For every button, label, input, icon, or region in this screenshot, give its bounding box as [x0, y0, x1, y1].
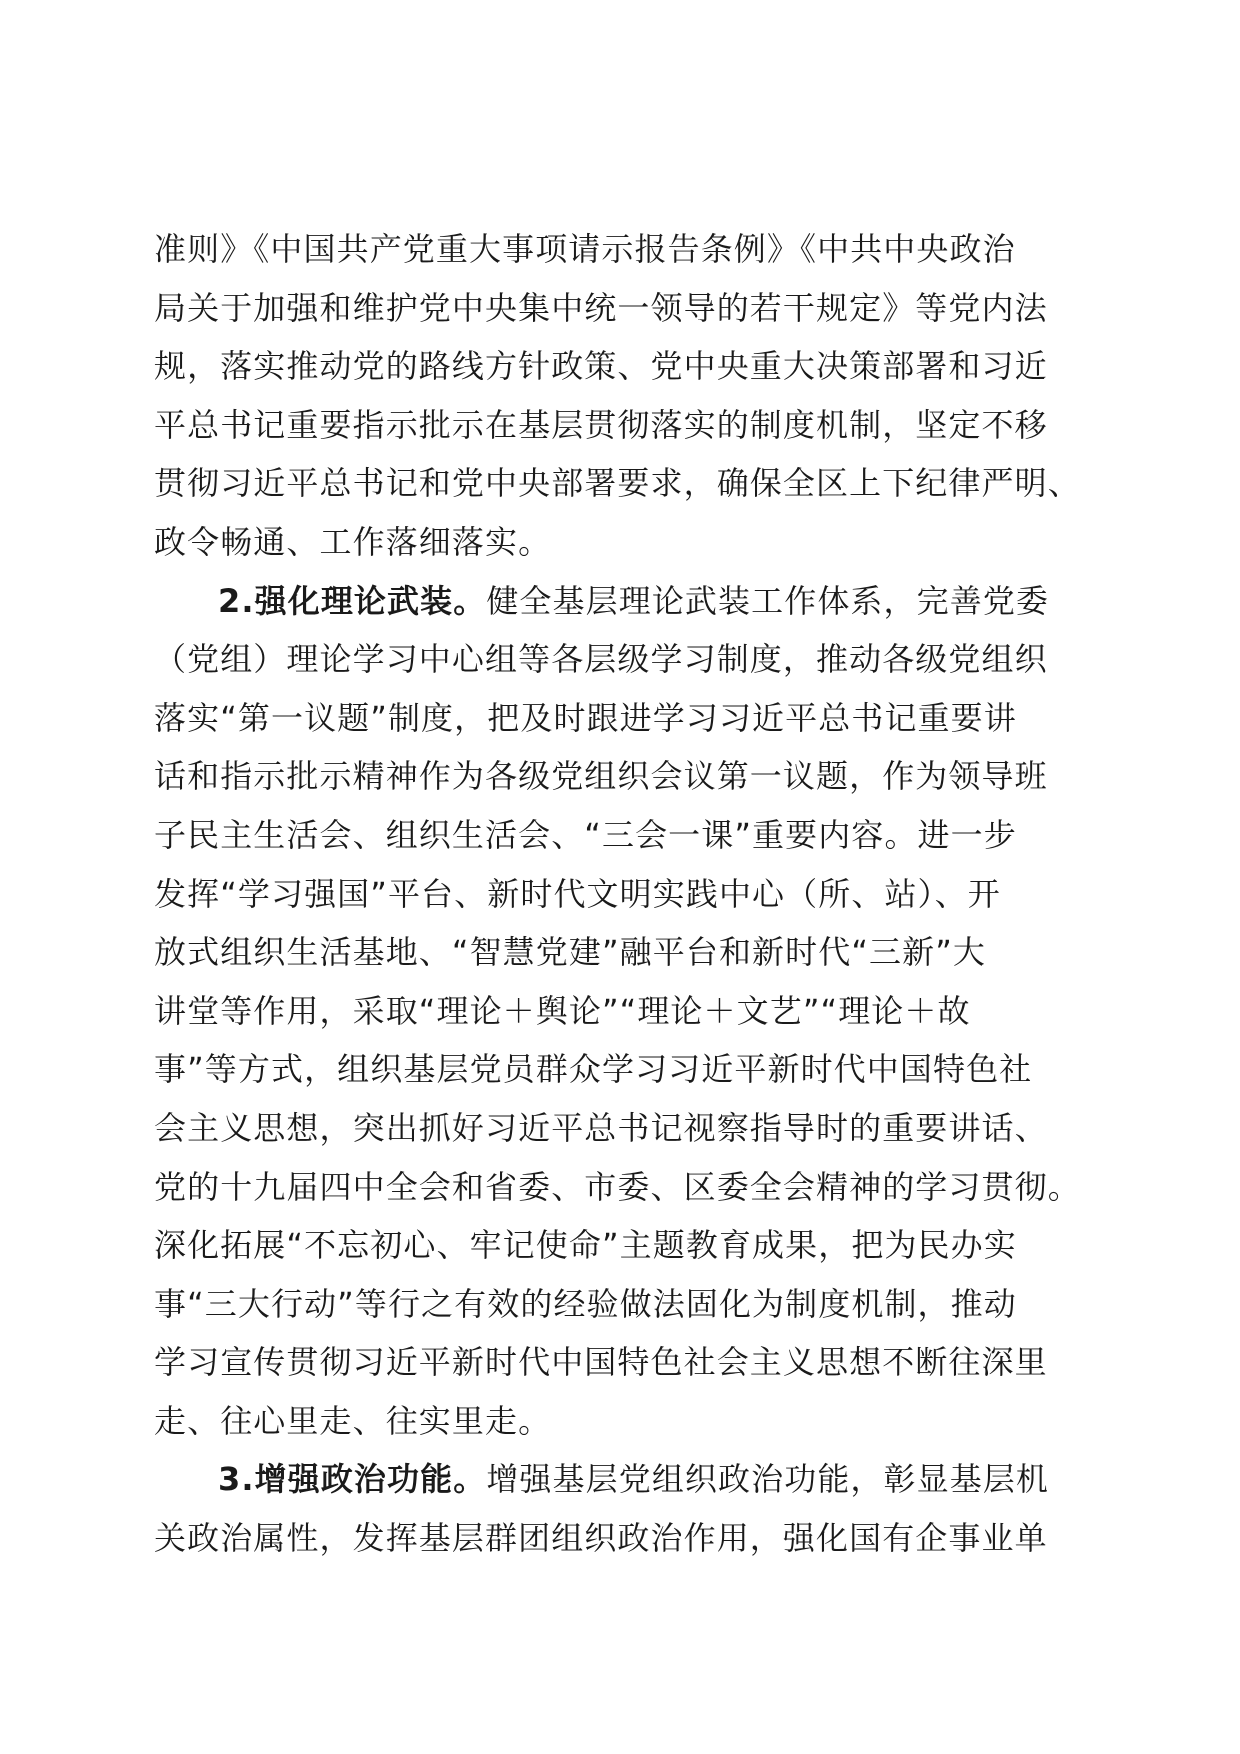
- text-line: 深化拓展“不忘初心、牢记使命”主题教育成果，把为民办实: [154, 1226, 1017, 1265]
- text-line: 事“三大行动”等行之有效的经验做法固化为制度机制，推动: [154, 1284, 1017, 1323]
- section-2-first-line: [154, 572, 1094, 631]
- text-line: 关政治属性，发挥基层群团组织政治作用，强化国有企事业单: [154, 1519, 1048, 1558]
- text-line: 讲堂等作用，采取“理论＋舆论”“理论＋文艺”“理论＋故: [154, 991, 971, 1030]
- section-text: 健全基层理论武装工作体系，完善党委: [486, 581, 1050, 620]
- text-line: 党的十九届四中全会和省委、市委、区委全会精神的学习贯彻。: [154, 1167, 1081, 1206]
- text-line: 贯彻习近平总书记和党中央部署要求，确保全区上下纪律严明、: [154, 464, 1081, 503]
- text-line: 发挥“学习强国”平台、新时代文明实践中心（所、站）、开: [154, 874, 1001, 913]
- text-line: 政令畅通、工作落细落实。: [154, 522, 552, 561]
- text-line: 规，落实推动党的路线方针政策、党中央重大决策部署和习近: [154, 347, 1048, 386]
- text-line: 走、往心里走、往实里走。: [154, 1401, 552, 1440]
- section-heading: 3.增强政治功能。: [218, 1460, 487, 1499]
- text-line: 平总书记重要指示批示在基层贯彻落实的制度机制，坚定不移: [154, 405, 1048, 444]
- text-line: 准则》《中国共产党重大事项请示报告条例》《中共中央政治: [154, 230, 1016, 268]
- text-line: 事”等方式，组织基层党员群众学习习近平新时代中国特色社: [154, 1050, 1033, 1089]
- section-heading: 2.强化理论武装。: [218, 581, 487, 620]
- text-line: 局关于加强和维护党中央集中统一领导的若干规定》等党内法: [154, 288, 1048, 327]
- section-3-first-line: [154, 1450, 1094, 1509]
- text-line: 落实“第一议题”制度，把及时跟进学习习近平总书记重要讲: [154, 698, 1017, 737]
- section-text: 增强基层党组织政治功能，彰显基层机: [486, 1460, 1050, 1499]
- text-line: 话和指示批示精神作为各级党组织会议第一议题，作为领导班: [154, 757, 1048, 796]
- text-line: （党组）理论学习中心组等各层级学习制度，推动各级党组织: [154, 640, 1048, 679]
- text-line: 子民主生活会、组织生活会、“三会一课”重要内容。进一步: [154, 815, 1017, 854]
- document-body: [154, 220, 1094, 1568]
- text-line: 会主义思想，突出抓好习近平总书记视察指导时的重要讲话、: [154, 1108, 1048, 1147]
- text-line: 学习宣传贯彻习近平新时代中国特色社会主义思想不断往深里: [154, 1343, 1048, 1382]
- text-line: 放式组织生活基地、“智慧党建”融平台和新时代“三新”大: [154, 933, 987, 972]
